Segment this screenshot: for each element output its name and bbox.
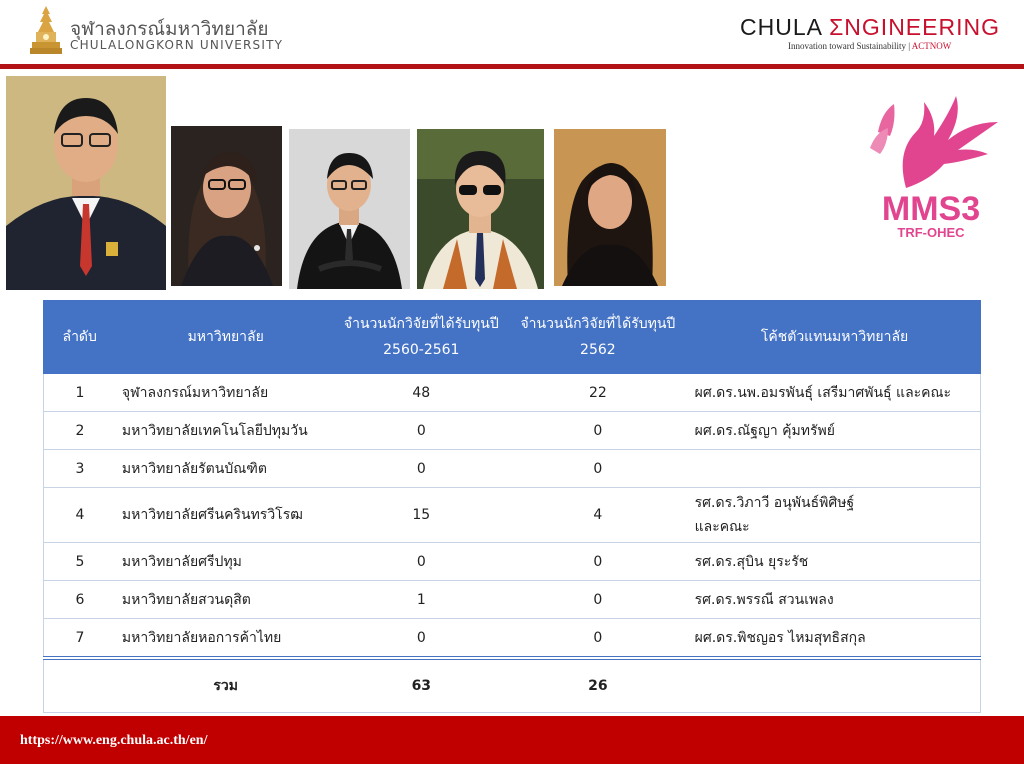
header-count-2560-2561 bbox=[336, 301, 508, 374]
university-name-th: จุฬาลงกรณ์มหาวิทยาลัย bbox=[70, 18, 269, 40]
cell-rank: 5 bbox=[44, 543, 116, 581]
cell-count-2562: 0 bbox=[507, 412, 689, 450]
rep-line1: ผศ.ดร.พิชญอร ไหมสุทธิสกุล bbox=[694, 629, 866, 646]
bird-hands-icon bbox=[866, 92, 1002, 192]
header-divider bbox=[0, 64, 1024, 69]
footer-url-link[interactable]: https://www.eng.chula.ac.th/en/ bbox=[20, 733, 208, 748]
researcher-photo-3 bbox=[289, 129, 410, 289]
cell-count-2562: 4 bbox=[507, 488, 689, 543]
rep-line1: ผศ.ดร.ณัฐญา คุ้มทรัพย์ bbox=[694, 422, 835, 439]
cell-count-2560-2561: 0 bbox=[336, 619, 508, 659]
table-row bbox=[44, 581, 981, 619]
cell-total-empty bbox=[689, 658, 981, 713]
cell-total-2560-2561: 63 bbox=[336, 658, 508, 713]
header-count-2562 bbox=[507, 301, 689, 374]
table-row bbox=[44, 374, 981, 412]
chula-crest-icon bbox=[26, 4, 66, 56]
cell-university: จุฬาลงกรณ์มหาวิทยาลัย bbox=[116, 374, 336, 412]
table-row bbox=[44, 488, 981, 543]
tagline-act: ACTNOW bbox=[911, 41, 952, 51]
cell-count-2560-2561: 15 bbox=[336, 488, 508, 543]
cell-rank: 3 bbox=[44, 450, 116, 488]
table-row bbox=[44, 543, 981, 581]
cell-count-2560-2561: 0 bbox=[336, 543, 508, 581]
cell-count-2562: 0 bbox=[507, 543, 689, 581]
university-name-en: CHULALONGKORN UNIVERSITY bbox=[70, 38, 284, 52]
header-count-2-line2: 2562 bbox=[580, 342, 616, 358]
chula-engineering-logo bbox=[740, 14, 1000, 41]
cell-rank: 2 bbox=[44, 412, 116, 450]
cell-university: มหาวิทยาลัยรัตนบัณฑิต bbox=[116, 450, 336, 488]
cell-representative bbox=[689, 374, 981, 412]
rep-line2: และคณะ bbox=[694, 519, 750, 535]
table-header-row bbox=[44, 301, 981, 374]
brand-tagline bbox=[788, 41, 951, 51]
cell-university: มหาวิทยาลัยศรีนครินทรวิโรฒ bbox=[116, 488, 336, 543]
page-header bbox=[0, 0, 1024, 64]
cell-representative bbox=[689, 619, 981, 659]
page-footer bbox=[0, 716, 1024, 764]
rep-line1: ผศ.ดร.นพ.อมรพันธุ์ เสรีมาศพันธุ์ และคณะ bbox=[694, 384, 952, 401]
cell-count-2562: 22 bbox=[507, 374, 689, 412]
cell-count-2560-2561: 0 bbox=[336, 450, 508, 488]
cell-rank-empty bbox=[44, 658, 116, 713]
cell-count-2562: 0 bbox=[507, 450, 689, 488]
brand-part-2: ΣNGINEERING bbox=[829, 14, 1000, 40]
cell-university: มหาวิทยาลัยหอการค้าไทย bbox=[116, 619, 336, 659]
funding-table bbox=[43, 300, 981, 713]
cell-rank: 6 bbox=[44, 581, 116, 619]
table-row bbox=[44, 412, 981, 450]
tagline-text: Innovation toward Sustainability | bbox=[788, 41, 912, 51]
cell-total-label: รวม bbox=[116, 658, 336, 713]
cell-rank: 7 bbox=[44, 619, 116, 659]
cell-representative bbox=[689, 488, 981, 543]
table-total-row bbox=[44, 658, 981, 713]
mms3-text: MMS3 bbox=[881, 190, 981, 228]
cell-total-2562: 26 bbox=[507, 658, 689, 713]
researcher-photo-2 bbox=[171, 126, 282, 286]
cell-count-2562: 0 bbox=[507, 619, 689, 659]
cell-representative bbox=[689, 581, 981, 619]
brand-part-1: CHULA bbox=[740, 14, 830, 40]
trf-ohec-text: TRF-OHEC bbox=[897, 225, 965, 240]
header-count-1-line1: จำนวนนักวิจัยที่ได้รับทุนปี bbox=[343, 316, 499, 332]
header-rank: ลำดับ bbox=[44, 301, 116, 374]
cell-representative bbox=[689, 412, 981, 450]
researcher-photo-4 bbox=[417, 129, 544, 289]
mms3-trf-ohec-logo bbox=[866, 92, 1002, 242]
header-count-2-line1: จำนวนนักวิจัยที่ได้รับทุนปี bbox=[520, 316, 676, 332]
cell-count-2560-2561: 0 bbox=[336, 412, 508, 450]
table-row bbox=[44, 619, 981, 659]
cell-rank: 4 bbox=[44, 488, 116, 543]
rep-line1: รศ.ดร.พรรณี สวนเพลง bbox=[694, 591, 834, 608]
header-university: มหาวิทยาลัย bbox=[116, 301, 336, 374]
cell-representative bbox=[689, 543, 981, 581]
header-representative: โค้ชตัวแทนมหาวิทยาลัย bbox=[689, 301, 981, 374]
rep-line1: รศ.ดร.สุบิน ยุระรัช bbox=[694, 553, 809, 570]
cell-rank: 1 bbox=[44, 374, 116, 412]
header-count-1-line2: 2560-2561 bbox=[383, 342, 460, 358]
cell-university: มหาวิทยาลัยศรีปทุม bbox=[116, 543, 336, 581]
researcher-photo-1 bbox=[6, 76, 166, 290]
cell-count-2560-2561: 48 bbox=[336, 374, 508, 412]
cell-representative bbox=[689, 450, 981, 488]
cell-university: มหาวิทยาลัยสวนดุสิต bbox=[116, 581, 336, 619]
cell-university: มหาวิทยาลัยเทคโนโลยีปทุมวัน bbox=[116, 412, 336, 450]
researcher-photo-5 bbox=[554, 129, 666, 286]
cell-count-2560-2561: 1 bbox=[336, 581, 508, 619]
cell-count-2562: 0 bbox=[507, 581, 689, 619]
rep-line1: รศ.ดร.วิภาวี อนุพันธ์พิศิษฐ์ bbox=[694, 495, 855, 511]
table-row bbox=[44, 450, 981, 488]
